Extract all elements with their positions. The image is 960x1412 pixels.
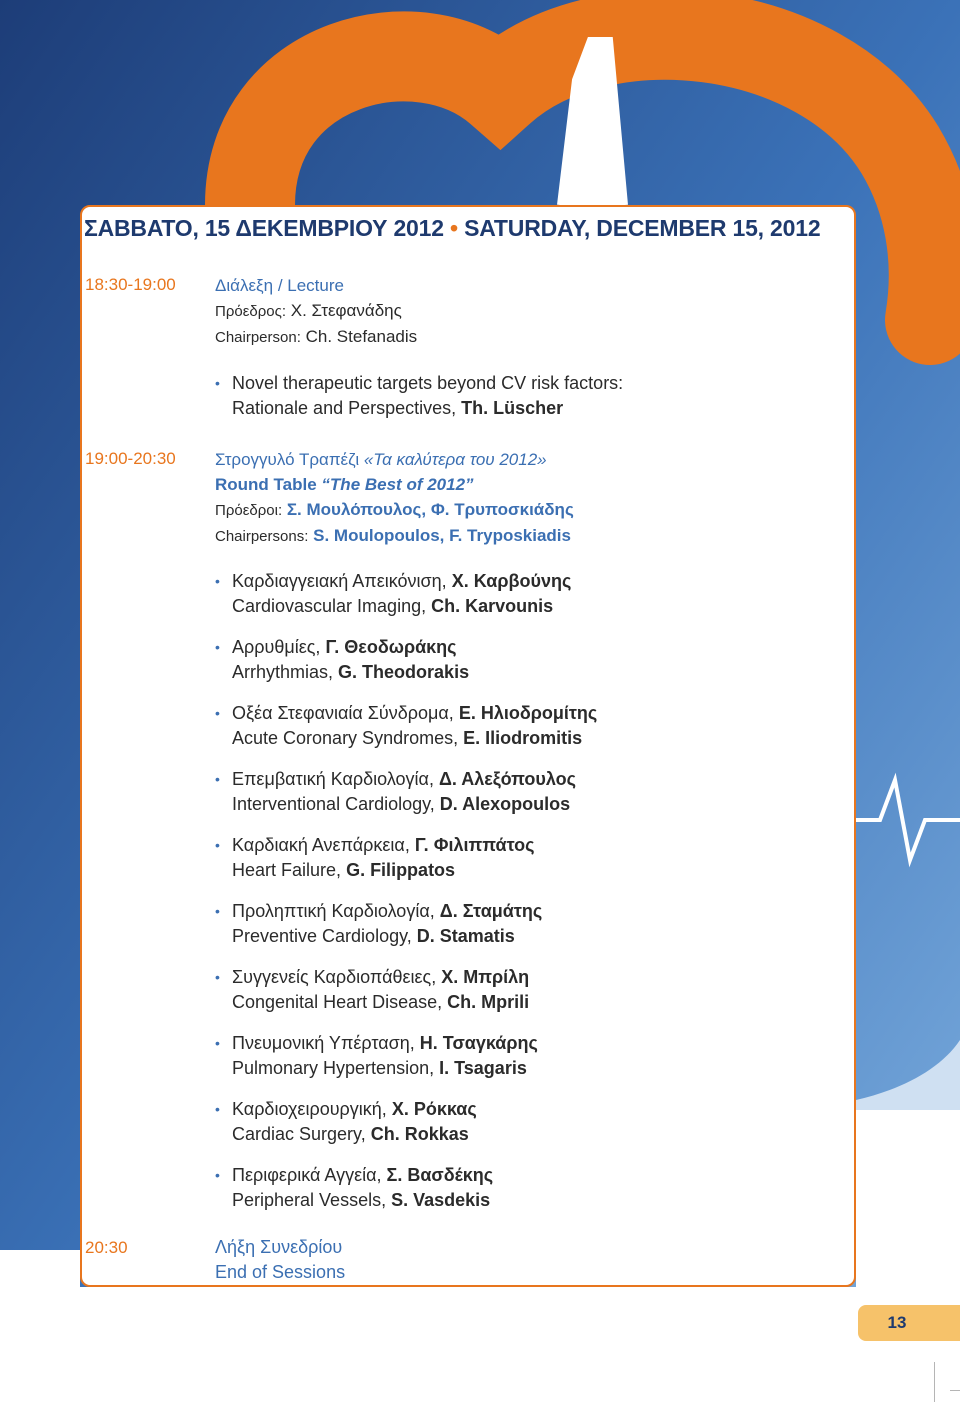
- talk-greek: Οξέα Στεφανιαία Σύνδρομα, Ε. Ηλιοδρομίτης: [232, 703, 598, 723]
- talk-greek: Καρδιακή Ανεπάρκεια, Γ. Φιλιππάτος: [232, 835, 535, 855]
- talk-english: Preventive Cardiology, D. Stamatis: [232, 926, 515, 946]
- talk-greek: Προληπτική Καρδιολογία, Δ. Σταμάτης: [232, 901, 543, 921]
- talk-item: [215, 635, 469, 685]
- session-time: 18:30-19:00: [85, 275, 176, 294]
- title-separator-dot: •: [450, 215, 458, 241]
- talk-greek: Περιφερικά Αγγεία, Σ. Βασδέκης: [232, 1165, 494, 1185]
- talk-item: [215, 1097, 477, 1147]
- round-table-title-english: Round Table “The Best of 2012”: [215, 475, 474, 494]
- talk-item: [215, 965, 529, 1015]
- crop-mark: [934, 1362, 935, 1402]
- bullet-icon: •: [215, 639, 220, 655]
- page-number-tab: [858, 1305, 960, 1341]
- talk-item: [215, 767, 576, 817]
- talk-greek: Πνευμονική Υπέρταση, Η. Τσαγκάρης: [232, 1033, 538, 1053]
- round-table-title-greek: Στρογγυλό Τραπέζι «Τα καλύτερα του 2012»: [215, 450, 547, 469]
- talk-english: Cardiac Surgery, Ch. Rokkas: [232, 1124, 469, 1144]
- session-lecture: [215, 273, 417, 350]
- chairs-english: Chairpersons: S. Moulopoulos, F. Tryposkiadis: [215, 526, 571, 545]
- talk-english: Arrhythmias, G. Theodorakis: [232, 662, 470, 682]
- talk-greek: Συγγενείς Καρδιοπάθειες, Χ. Μπρίλη: [232, 967, 530, 987]
- bullet-icon: •: [215, 771, 220, 787]
- talk-item: [215, 833, 535, 883]
- session-time: 19:00-20:30: [85, 449, 176, 468]
- bullet-icon: •: [215, 1035, 220, 1051]
- bullet-icon: •: [215, 1101, 220, 1117]
- talk-greek: Επεμβατική Καρδιολογία, Δ. Αλεξόπουλος: [232, 769, 576, 789]
- talk-item: [215, 1163, 493, 1213]
- talk-english: Interventional Cardiology, D. Alexopoulos: [232, 794, 571, 814]
- lecture-talk: • Novel therapeutic targets beyond CV risk factors: Rationale and Perspectives, Th. Lüscher: [215, 373, 624, 418]
- talk-greek: Αρρυθμίες, Γ. Θεοδωράκης: [232, 637, 457, 657]
- talk-greek: Καρδιοχειρουργική, Χ. Ρόκκας: [232, 1099, 477, 1119]
- talk-english: Cardiovascular Imaging, Ch. Karvounis: [232, 596, 554, 616]
- page-number: 13: [887, 1313, 907, 1332]
- session-time: 20:30: [85, 1238, 128, 1257]
- chair-greek: Πρόεδρος: Χ. Στεφανάδης: [215, 301, 402, 320]
- talk-english: Pulmonary Hypertension, I. Tsagaris: [232, 1058, 527, 1078]
- bullet-icon: •: [215, 969, 220, 985]
- talk-greek: Καρδιαγγειακή Απεικόνιση, Χ. Καρβούνης: [232, 571, 572, 591]
- crop-mark: [950, 1390, 960, 1391]
- closing-english: End of Sessions: [215, 1262, 346, 1282]
- talk-item: [215, 569, 571, 619]
- chairs-greek: Πρόεδροι: Σ. Μουλόπουλος, Φ. Τρυποσκιάδης: [215, 500, 574, 519]
- bullet-icon: •: [215, 375, 220, 391]
- session-type: Διάλεξη / Lecture: [215, 276, 344, 295]
- bullet-icon: •: [215, 573, 220, 589]
- title-greek: ΣΑΒΒΑΤΟ, 15 ΔΕΚΕΜΒΡΙΟΥ 2012: [84, 215, 444, 241]
- title-english: SATURDAY, DECEMBER 15, 2012: [464, 215, 821, 241]
- talk-english: Acute Coronary Syndromes, E. Iliodromitis: [232, 728, 583, 748]
- talk-item: [215, 701, 597, 751]
- bullet-icon: •: [215, 1167, 220, 1183]
- talk-item: [215, 1031, 538, 1081]
- closing-greek: Λήξη Συνεδρίου: [215, 1237, 343, 1257]
- talk-english: Peripheral Vessels, S. Vasdekis: [232, 1190, 491, 1210]
- page-title: [84, 215, 864, 242]
- session-round-table: [215, 447, 574, 549]
- talk-english: Congenital Heart Disease, Ch. Mprili: [232, 992, 530, 1012]
- session-closing: [215, 1235, 345, 1285]
- bullet-icon: •: [215, 837, 220, 853]
- talk-item: [215, 899, 542, 949]
- bullet-icon: •: [215, 903, 220, 919]
- bullet-icon: •: [215, 705, 220, 721]
- chair-english: Chairperson: Ch. Stefanadis: [215, 327, 418, 346]
- talk-english: Heart Failure, G. Filippatos: [232, 860, 456, 880]
